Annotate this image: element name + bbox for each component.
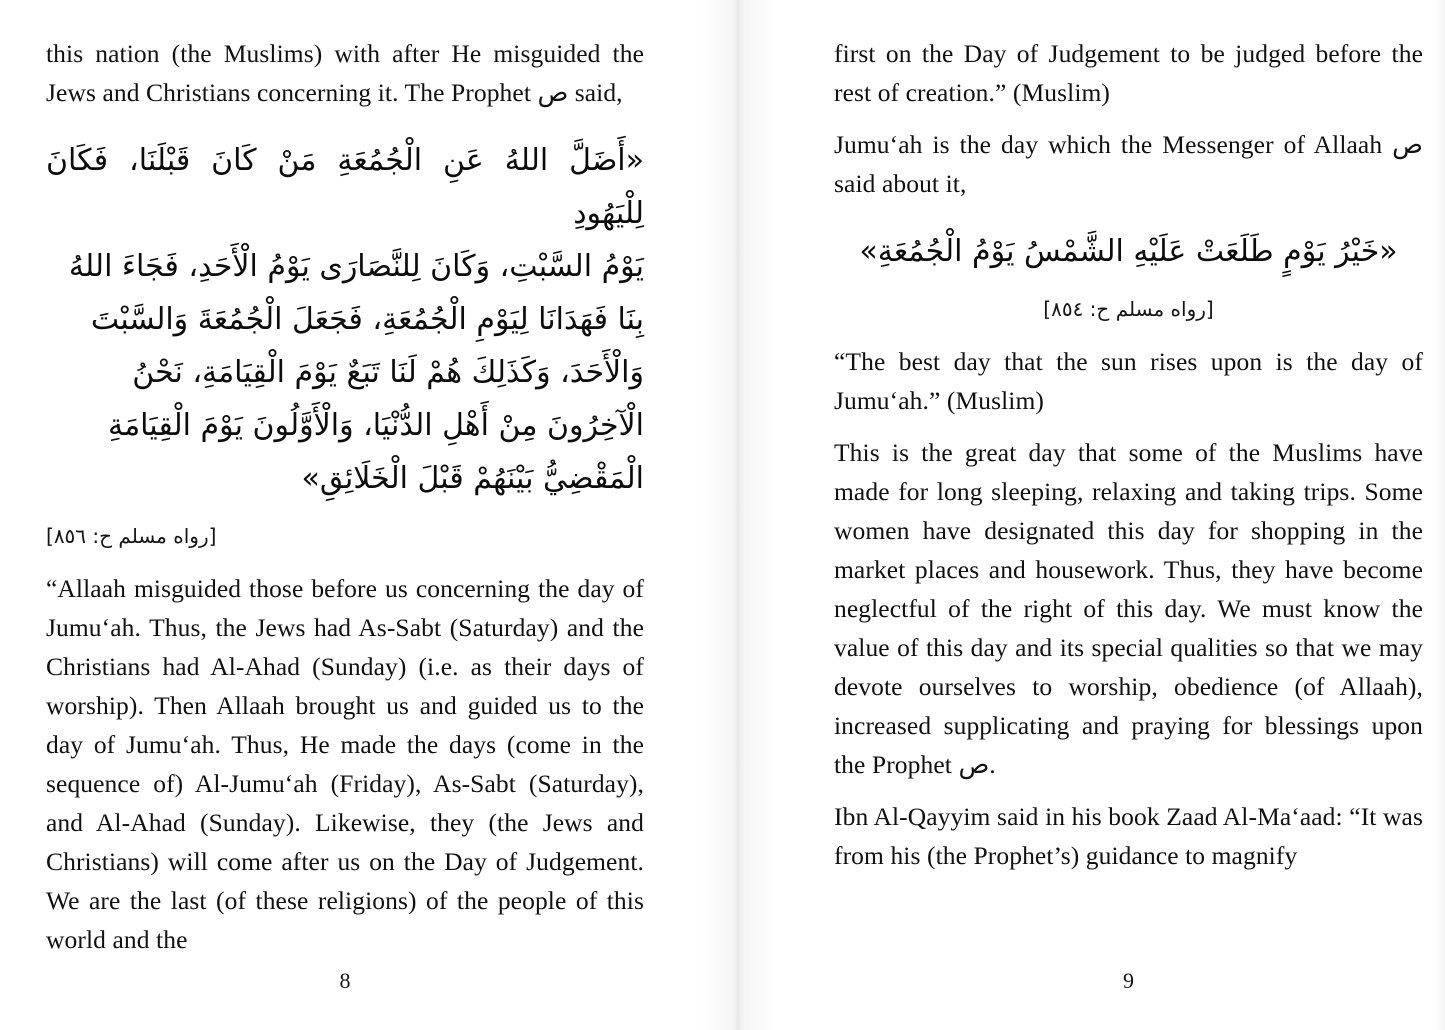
arabic-line: الْمَقْضِيُّ بَيْنَهُمْ قَبْلَ الْخَلَائِقِ» xyxy=(301,461,644,496)
left-page-number: 8 xyxy=(339,968,351,993)
left-paragraph-2 xyxy=(46,569,644,959)
arabic-line: وَالْأَحَدَ، وَكَذَلِكَ هُمْ لَنَا تَبَعٌ يَوْمَ الْقِيَامَةِ، نَحْنُ xyxy=(132,355,644,390)
right-paragraph-2-text: Jumu‘ah is the day which the Messenger of Allaah ص said about it, xyxy=(834,130,1423,198)
left-paragraph-1 xyxy=(46,34,644,112)
arabic-line: «أَضَلَّ اللهُ عَنِ الْجُمُعَةِ مَنْ كَانَ قَبْلَنَا، فَكَانَ لِلْيَهُودِ xyxy=(46,143,644,231)
left-arabic-reference: [رواه مسلم ح: ٨٥٦] xyxy=(46,524,217,548)
right-paragraph-5 xyxy=(834,797,1423,875)
right-paragraph-4-text: This is the great day that some of the Muslims have made for long sleeping, relaxing and taking trips. Some women have designated this day for shopping in the market places and housework. Thus, they have become neglectful of the right of this day. We must know the value of this day and its special qualities so that we may devote ourselves to worship, obedience (of Allaah), increased supplicating and praying for blessings upon the Prophet ص. xyxy=(834,438,1423,779)
right-page xyxy=(734,0,1445,1030)
left-arabic-quote xyxy=(46,134,644,505)
left-paragraph-1-text: this nation (the Muslims) with after He misguided the Jews and Christians concerning it. The Prophet ص said, xyxy=(46,39,644,107)
right-paragraph-2 xyxy=(834,125,1423,203)
left-paragraph-2-text: “Allaah misguided those before us concerning the day of Jumu‘ah. Thus, the Jews had As-Sabt (Saturday) and the Christians had Al-Ahad (Sunday) (i.e. as their days of worship). Then Allaah brought us and guided us to the day of Jumu‘ah. Thus, He made the days (come in the sequence of) Al-Jumu‘ah (Friday), As-Sabt (Saturday), and Al-Ahad (Sunday). Likewise, they (the Jews and Christians) will come after us on the Day of Judgement. We are the last (of these religions) of the people of this world and the xyxy=(46,574,644,954)
right-paragraph-3-text: “The best day that the sun rises upon is the day of Jumu‘ah.” (Muslim) xyxy=(834,347,1423,415)
arabic-line: يَوْمُ السَّبْتِ، وَكَانَ لِلنَّصَارَى يَوْمُ الْأَحَدِ، فَجَاءَ اللهُ xyxy=(68,249,644,284)
right-page-number: 9 xyxy=(1123,968,1134,993)
right-paragraph-5-text: Ibn Al-Qayyim said in his book Zaad Al-Ma‘aad: “It was from his (the Prophet’s) guidance to magnify xyxy=(834,802,1423,870)
right-paragraph-4 xyxy=(834,433,1423,784)
right-arabic-quote xyxy=(834,225,1423,278)
right-paragraph-1 xyxy=(834,34,1423,112)
right-paragraph-1-text: first on the Day of Judgement to be judged before the rest of creation.” (Muslim) xyxy=(834,39,1423,107)
arabic-line: الْآخِرُونَ مِنْ أَهْلِ الدُّنْيَا، وَالْأَوَّلُونَ يَوْمَ الْقِيَامَةِ xyxy=(107,408,644,443)
right-paragraph-3 xyxy=(834,342,1423,420)
arabic-line: بِنَا فَهَدَانَا لِيَوْمِ الْجُمُعَةِ، فَجَعَلَ الْجُمُعَةَ وَالسَّبْتَ xyxy=(90,302,644,337)
arabic-line: «خَيْرُ يَوْمٍ طَلَعَتْ عَلَيْهِ الشَّمْسُ يَوْمُ الْجُمُعَةِ» xyxy=(859,234,1398,269)
right-arabic-reference: [رواه مسلم ح: ٨٥٤] xyxy=(1043,297,1214,321)
